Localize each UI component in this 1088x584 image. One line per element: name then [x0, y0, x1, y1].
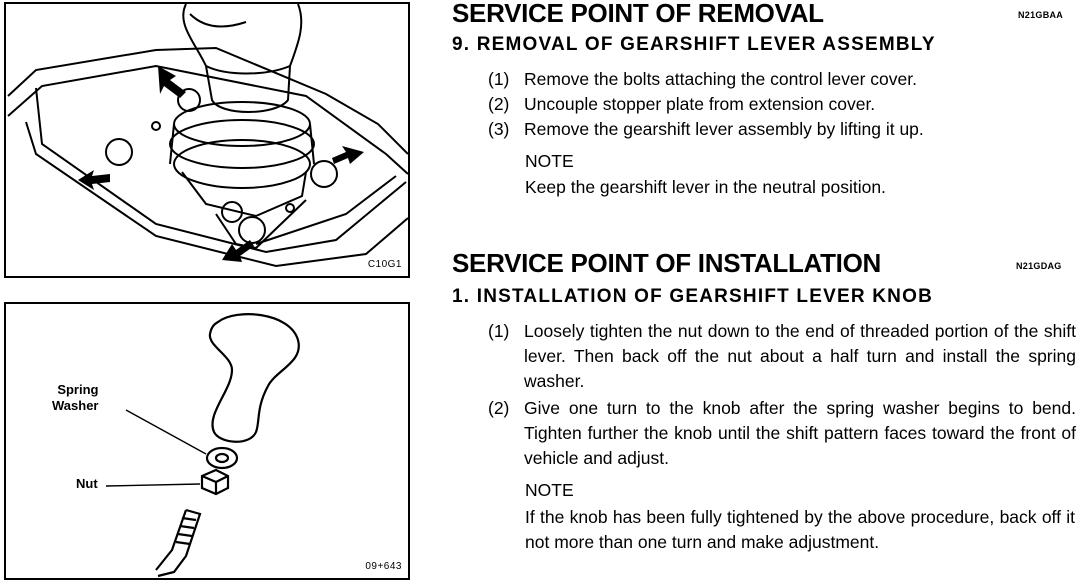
figure-code: 09+643 [365, 561, 402, 572]
removal-step: (1) Remove the bolts attaching the control lever cover. [488, 69, 917, 89]
removal-step: (2) Uncouple stopper plate from extension cover. [488, 94, 876, 114]
removal-step: (3) Remove the gearshift lever assembly by lifting it up. [488, 119, 924, 139]
removal-subheading: 9. REMOVAL OF GEARSHIFT LEVER ASSEMBLY [452, 34, 936, 55]
spring-washer-label: Spring Washer [52, 382, 99, 413]
installation-note-label: NOTE [525, 480, 574, 500]
spring-washer-shape [207, 448, 237, 468]
removal-note-text: Keep the gearshift lever in the neutral position. [525, 177, 886, 197]
figure-knob-installation [4, 302, 410, 580]
knob-installation-illustration [6, 304, 408, 578]
nut-label: Nut [76, 476, 98, 491]
installation-note-text: If the knob has been fully tightened by the above procedure, back off it not more than one turn and make adjustment. [525, 507, 1075, 552]
arrow-icon [332, 146, 364, 164]
installation-code: N21GDAG [1016, 261, 1062, 271]
removal-note-label: NOTE [525, 151, 574, 171]
installation-step: (1) Loosely tighten the nut down to the end of threaded portion of the shift lever. Then back off the nut about a half turn and install the spring washer. [488, 321, 1076, 391]
installation-step: (2) Give one turn to the knob after the spring washer begins to bend. Tighten further the knob until the shift pattern faces toward the front of vehicle and adjust. [488, 398, 1076, 468]
gearshift-assembly-illustration [6, 4, 408, 276]
figure-gearshift-assembly [4, 2, 410, 278]
removal-code: N21GBAA [1018, 10, 1064, 20]
installation-subheading: 1. INSTALLATION OF GEARSHIFT LEVER KNOB [452, 286, 933, 307]
installation-heading: SERVICE POINT OF INSTALLATION [452, 248, 881, 278]
figure-code: C10G1 [367, 259, 402, 270]
removal-heading: SERVICE POINT OF REMOVAL [452, 0, 824, 28]
knob-shape [210, 314, 299, 442]
